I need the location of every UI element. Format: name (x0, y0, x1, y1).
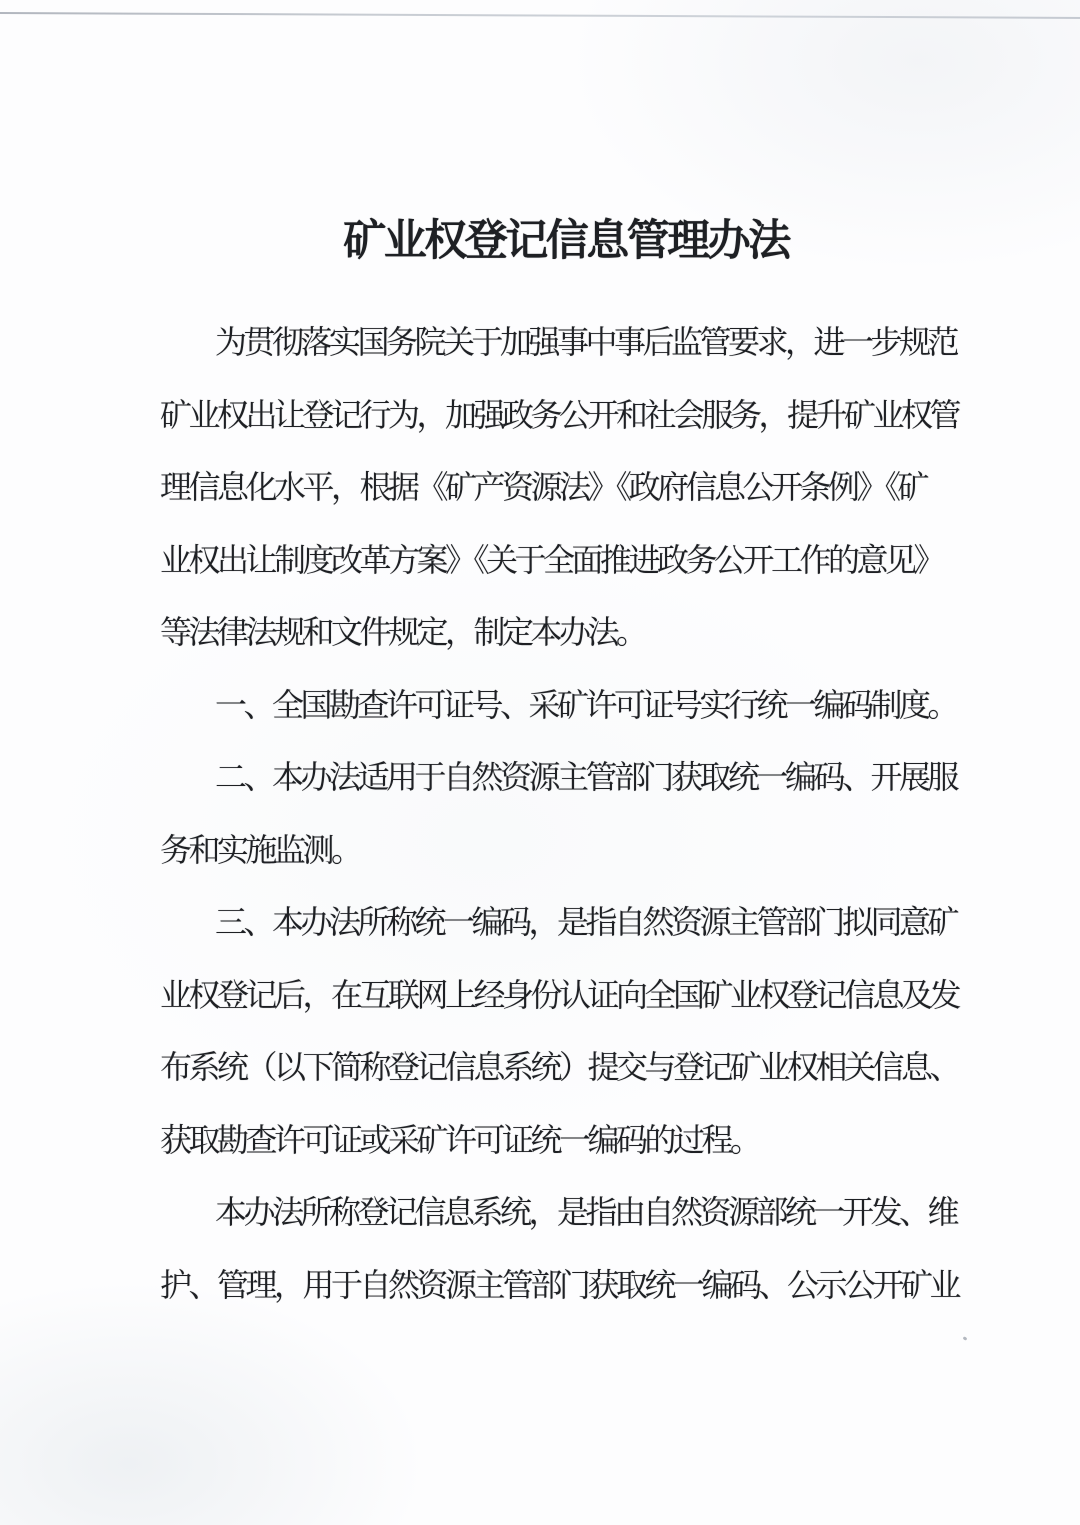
text-line: 务和实施监测。 (160, 831, 360, 868)
text-line: 二、本办法适用于自然资源主管部门获取统一编码、开展服 (215, 759, 957, 795)
text-line: 三、本办法所称统一编码，是指自然资源主管部门拟同意矿 (215, 904, 957, 940)
text-line: 业权出让制度改革方案》《关于全面推进政务公开工作的意见》 (160, 541, 943, 578)
text-line: 获取勘查许可证或采矿许可证统一编码的过程。 (160, 1121, 759, 1158)
scan-speck-artifact (963, 1336, 968, 1341)
text-line: 矿业权出让登记行为，加强政务公开和社会服务，提升矿业权管 (160, 396, 959, 433)
text-line: 为贯彻落实国务院关于加强事中事后监管要求，进一步规范 (215, 324, 957, 360)
text-line: 一、全国勘查许可证号、采矿许可证号实行统一编码制度。 (215, 686, 957, 723)
text-line: 护、管理，用于自然资源主管部门获取统一编码、公示公开矿业 (160, 1266, 959, 1303)
text-line: 布系统（以下简称登记信息系统）提交与登记矿业权相关信息、 (160, 1049, 959, 1085)
scan-edge-line-artifact (0, 12, 1080, 19)
text-line: 等法律法规和文件规定，制定本办法。 (160, 614, 645, 650)
text-line: 业权登记后，在互联网上经身份认证向全国矿业权登记信息及发 (160, 976, 959, 1013)
document-body (160, 320, 966, 1335)
text-line: 理信息化水平，根据《矿产资源法》《政府信息公开条例》《矿 (160, 469, 927, 505)
document-title: 矿业权登记信息管理办法 (343, 217, 789, 265)
text-line: 本办法所称登记信息系统，是指由自然资源部统一开发、维 (215, 1194, 957, 1230)
